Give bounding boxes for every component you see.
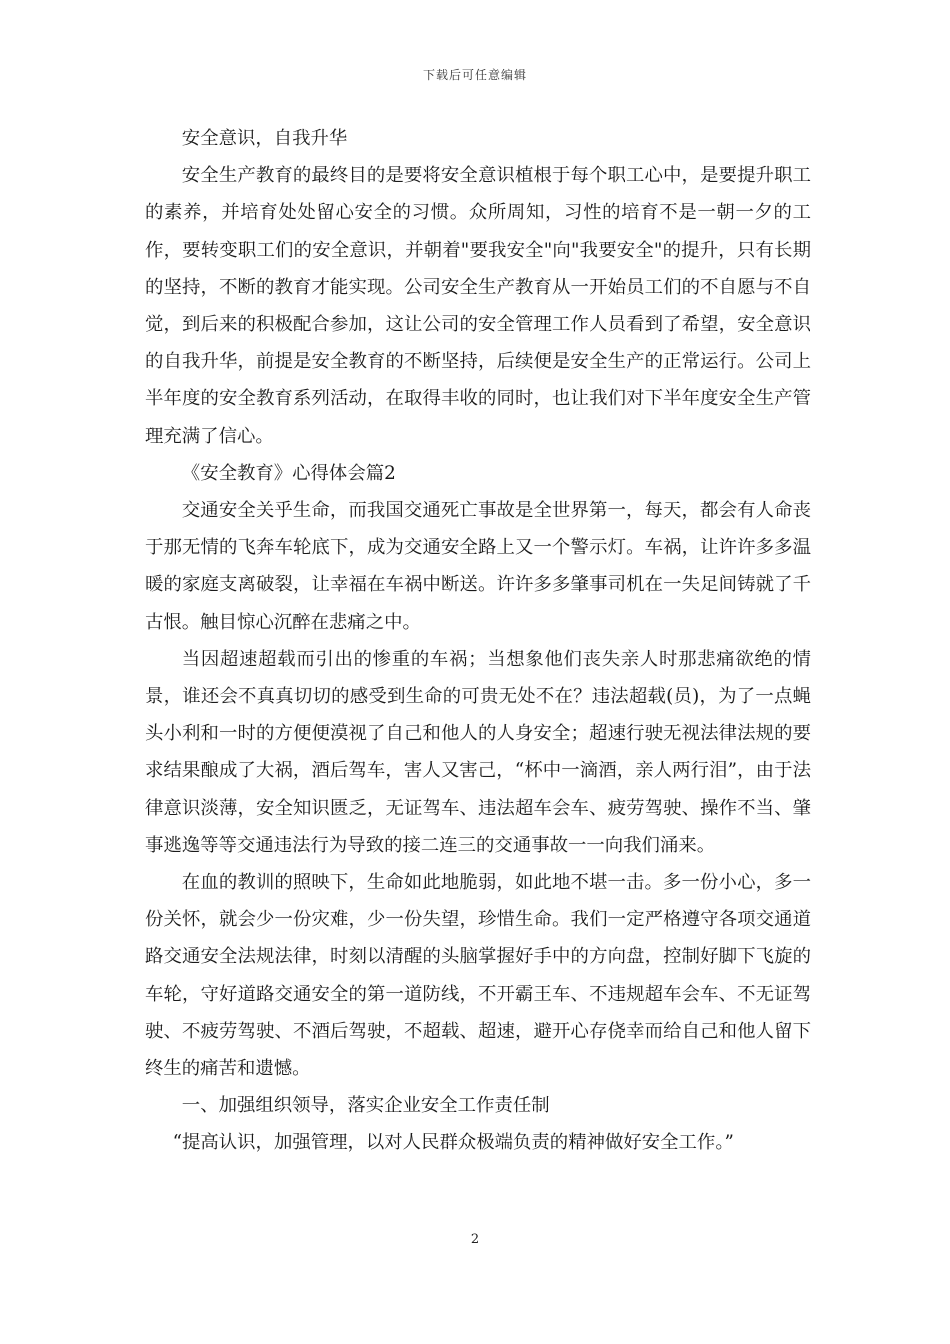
page-number: 2 xyxy=(470,1232,480,1247)
body-paragraph: 当因超速超载而引出的惨重的车祸；当想象他们丧失亲人时那悲痛欲绝的情景，谁还会不真真切切的感受到生命的可贵无处不在？违法超载(员)，为了一点蝇头小利和一时的方便便漠视了自己和他人的人身安全；超速行驶无视法律法规的要求结果酿成了大祸，酒后驾车，害人又害己，“杯中一滴酒，亲人两行泪”，由于法律意识淡薄，安全知识匮乏，无证驾车、违法超车会车、疲劳驾驶、操作不当、肇事逃逸等等交通违法行为导致的接二连三的交通事故一一向我们涌来。 xyxy=(145,648,811,856)
section-heading: 安全意识，自我升华 xyxy=(181,128,348,149)
body-paragraph: 在血的教训的照映下，生命如此地脆弱，如此地不堪一击。多一份小心，多一份关怀，就会少一份灾难，少一份失望，珍惜生命。我们一定严格遵守各项交通道路交通安全法规法律，时刻以清醒的头脑掌握好手中的方向盘，控制好脚下飞旋的车轮，守好道路交通安全的第一道防线，不开霸王车、不违规超车会车、不无证驾驶、不疲劳驾驶、不酒后驾驶，不超载、超速，避开心存侥幸而给自己和他人留下终生的痛苦和遗憾。 xyxy=(145,872,811,1080)
section-heading: 《安全教育》心得体会篇2 xyxy=(181,462,396,484)
quote-paragraph: “提高认识，加强管理，以对人民群众极端负责的精神做好安全工作。” xyxy=(172,1132,734,1154)
page-header-note: 下载后可任意编辑 xyxy=(422,68,527,82)
body-paragraph: 交通安全关乎生命，而我国交通死亡事故是全世界第一，每天，都会有人命丧于那无情的飞奔车轮底下，成为交通安全路上又一个警示灯。车祸，让许许多多温暖的家庭支离破裂，让幸福在车祸中断送。许许多多肇事司机在一失足间铸就了千古恨。触目惊心沉醉在悲痛之中。 xyxy=(145,500,811,633)
document-body xyxy=(145,120,811,1162)
section-heading: 一、加强组织领导，落实企业安全工作责任制 xyxy=(181,1095,550,1117)
body-paragraph: 安全生产教育的最终目的是要将安全意识植根于每个职工心中，是要提升职工的素养，并培育处处留心安全的习惯。众所周知，习性的培育不是一朝一夕的工作，要转变职工们的安全意识，并朝着"要我安全"向"我要安全"的提升，只有长期的坚持，不断的教育才能实现。公司安全生产教育从一开始员工们的不自愿与不自觉，到后来的积极配合参加，这让公司的安全管理工作人员看到了希望，安全意识的自我升华，前提是安全教育的不断坚持，后续便是安全生产的正常运行。公司上半年度的安全教育系列活动，在取得丰收的同时，也让我们对下半年度安全生产管理充满了信心。 xyxy=(145,165,811,447)
